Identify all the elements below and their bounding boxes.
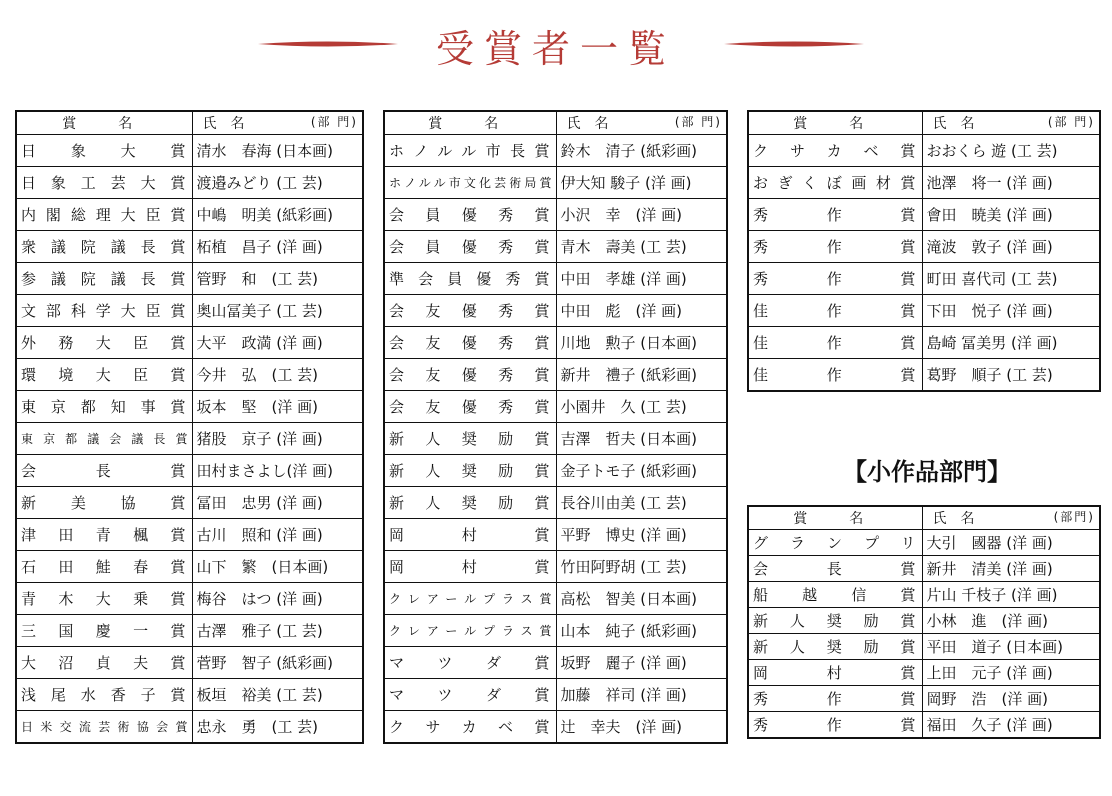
award-name: 文部科学大臣賞 — [16, 295, 192, 327]
table-row — [748, 359, 1100, 392]
award-name: 船越信賞 — [748, 582, 922, 608]
award-name: 岡 村 賞 — [384, 551, 556, 583]
title-area — [0, 14, 1112, 74]
award-name: 佳 作 賞 — [748, 295, 922, 327]
recipient-name: 山下 繁 (日本画) — [192, 551, 363, 583]
award-name: グランプリ — [748, 530, 922, 556]
award-header: 賞 名 — [16, 111, 192, 135]
table-row — [16, 679, 363, 711]
table-row — [16, 647, 363, 679]
table-row — [384, 679, 727, 711]
dept-header: (部 門) — [1047, 115, 1095, 129]
award-name: 会員優秀賞 — [384, 231, 556, 263]
table-row — [748, 660, 1100, 686]
recipient-name: 奥山冨美子 (工 芸) — [192, 295, 363, 327]
table-row — [384, 519, 727, 551]
table-row — [384, 391, 727, 423]
recipient-name: 古川 照和 (洋 画) — [192, 519, 363, 551]
awards-table-2 — [383, 110, 728, 744]
table-row — [384, 583, 727, 615]
recipient-name: 伊大知 駿子 (洋 画) — [556, 167, 727, 199]
name-header-label: 氏 名 — [932, 511, 975, 527]
award-name: 浅尾水香子賞 — [16, 679, 192, 711]
table-row — [16, 167, 363, 199]
table-row — [16, 711, 363, 744]
award-name: 秀 作 賞 — [748, 712, 922, 739]
award-name: 秀 作 賞 — [748, 686, 922, 712]
small-works-title: 【小作品部門】 — [843, 458, 1011, 486]
name-header-label: 氏 名 — [566, 116, 609, 132]
award-name: クレアールプラス賞 — [384, 583, 556, 615]
table-row — [384, 551, 727, 583]
name-header — [192, 111, 363, 135]
award-name: マ ツ ダ 賞 — [384, 679, 556, 711]
table-row — [384, 455, 727, 487]
recipient-name: 小沢 幸 (洋 画) — [556, 199, 727, 231]
recipient-name: 大引 國器 (洋 画) — [922, 530, 1100, 556]
recipient-name: 町田 喜代司 (工 芸) — [922, 263, 1100, 295]
award-name: ホノルル市長賞 — [384, 135, 556, 167]
award-name: クサカベ賞 — [748, 135, 922, 167]
recipient-name: 渡邉みどり (工 芸) — [192, 167, 363, 199]
table-row — [16, 135, 363, 167]
recipient-name: 大平 政満 (洋 画) — [192, 327, 363, 359]
name-header — [922, 111, 1100, 135]
recipient-name: 柘植 昌子 (洋 画) — [192, 231, 363, 263]
award-header: 賞 名 — [748, 506, 922, 530]
award-name: 会友優秀賞 — [384, 327, 556, 359]
table-row — [384, 711, 727, 744]
award-name: 日 象 大 賞 — [16, 135, 192, 167]
award-name: マ ツ ダ 賞 — [384, 647, 556, 679]
table-row — [384, 423, 727, 455]
table-row — [16, 519, 363, 551]
award-name: 秀 作 賞 — [748, 263, 922, 295]
table-row — [16, 231, 363, 263]
table-row — [748, 530, 1100, 556]
award-name: クサカベ賞 — [384, 711, 556, 744]
table-row — [384, 647, 727, 679]
recipient-name: 新井 禮子 (紙彩画) — [556, 359, 727, 391]
award-name: 日象工芸大賞 — [16, 167, 192, 199]
table-row — [384, 615, 727, 647]
recipient-name: 加藤 祥司 (洋 画) — [556, 679, 727, 711]
table-row — [748, 263, 1100, 295]
award-name: 参議院議長賞 — [16, 263, 192, 295]
table-row — [384, 327, 727, 359]
award-name: 新人奨励賞 — [384, 423, 556, 455]
award-name: 新人奨励賞 — [748, 634, 922, 660]
recipient-name: 岡野 浩 (洋 画) — [922, 686, 1100, 712]
award-name: 準会員優秀賞 — [384, 263, 556, 295]
recipient-name: 竹田阿野胡 (工 芸) — [556, 551, 727, 583]
table-row — [16, 487, 363, 519]
recipient-name: 青木 壽美 (工 芸) — [556, 231, 727, 263]
award-name: 三国慶一賞 — [16, 615, 192, 647]
award-name: 会 長 賞 — [748, 556, 922, 582]
award-name: 会 長 賞 — [16, 455, 192, 487]
recipient-name: 坂本 堅 (洋 画) — [192, 391, 363, 423]
award-name: ホノルル市文化芸術局賞 — [384, 167, 556, 199]
award-name: 石田鮭春賞 — [16, 551, 192, 583]
recipient-name: 管野 和 (工 芸) — [192, 263, 363, 295]
recipient-name: 金子トモ子 (紙彩画) — [556, 455, 727, 487]
award-header: 賞 名 — [748, 111, 922, 135]
award-name: 会友優秀賞 — [384, 391, 556, 423]
dept-header: (部門) — [1053, 510, 1095, 524]
table-row — [16, 327, 363, 359]
award-name: 秀 作 賞 — [748, 199, 922, 231]
recipient-name: 長谷川由美 (工 芸) — [556, 487, 727, 519]
small-works-table — [747, 505, 1101, 739]
table-row — [384, 135, 727, 167]
recipient-name: 葛野 順子 (工 芸) — [922, 359, 1100, 392]
recipient-name: 平野 博史 (洋 画) — [556, 519, 727, 551]
award-name: 佳 作 賞 — [748, 327, 922, 359]
award-name: 大沼貞夫賞 — [16, 647, 192, 679]
name-header — [556, 111, 727, 135]
recipient-name: 片山 千枝子 (洋 画) — [922, 582, 1100, 608]
recipient-name: 川地 勲子 (日本画) — [556, 327, 727, 359]
award-name: 環境大臣賞 — [16, 359, 192, 391]
recipient-name: 高松 智美 (日本画) — [556, 583, 727, 615]
recipient-name: 冨田 忠男 (洋 画) — [192, 487, 363, 519]
recipient-name: 中嶋 明美 (紙彩画) — [192, 199, 363, 231]
table-row — [384, 167, 727, 199]
name-header-label: 氏 名 — [932, 116, 975, 132]
table-row — [748, 712, 1100, 739]
table-row — [16, 615, 363, 647]
award-name: 外務大臣賞 — [16, 327, 192, 359]
title-rule-left — [258, 40, 398, 48]
recipient-name: 會田 暁美 (洋 画) — [922, 199, 1100, 231]
recipient-name: 吉澤 哲夫 (日本画) — [556, 423, 727, 455]
table-row — [16, 391, 363, 423]
award-header: 賞 名 — [384, 111, 556, 135]
recipient-name: おおくら 遊 (工 芸) — [922, 135, 1100, 167]
recipient-name: 忠永 勇 (工 芸) — [192, 711, 363, 744]
name-header-label: 氏 名 — [202, 116, 245, 132]
recipient-name: 坂野 麗子 (洋 画) — [556, 647, 727, 679]
recipient-name: 福田 久子 (洋 画) — [922, 712, 1100, 739]
table-row — [748, 608, 1100, 634]
table-row — [16, 551, 363, 583]
recipient-name: 鈴木 清子 (紙彩画) — [556, 135, 727, 167]
award-name: 東京都議会議長賞 — [16, 423, 192, 455]
recipient-name: 板垣 裕美 (工 芸) — [192, 679, 363, 711]
title-rule-right — [724, 40, 864, 48]
award-name: 新美協賞 — [16, 487, 192, 519]
award-name: 青木大乗賞 — [16, 583, 192, 615]
recipient-name: 梅谷 はつ (洋 画) — [192, 583, 363, 615]
recipient-name: 田村まさよし(洋 画) — [192, 455, 363, 487]
recipient-name: 中田 孝雄 (洋 画) — [556, 263, 727, 295]
table-row — [384, 487, 727, 519]
awards-table-3 — [747, 110, 1101, 392]
award-name: 日米交流芸術協会賞 — [16, 711, 192, 744]
award-name: おぎくぼ画材賞 — [748, 167, 922, 199]
table-row — [748, 582, 1100, 608]
table-row — [16, 423, 363, 455]
award-name: 津田青楓賞 — [16, 519, 192, 551]
recipient-name: 小園井 久 (工 芸) — [556, 391, 727, 423]
award-name: 会員優秀賞 — [384, 199, 556, 231]
dept-header: (部 門) — [310, 115, 358, 129]
recipient-name: 清水 春海 (日本画) — [192, 135, 363, 167]
table-row — [384, 359, 727, 391]
award-name: 東京都知事賞 — [16, 391, 192, 423]
table-row — [16, 263, 363, 295]
name-header — [922, 506, 1100, 530]
table-row — [748, 167, 1100, 199]
award-name: 新人奨励賞 — [748, 608, 922, 634]
award-name: 衆議院議長賞 — [16, 231, 192, 263]
recipient-name: 平田 道子 (日本画) — [922, 634, 1100, 660]
recipient-name: 小林 進 (洋 画) — [922, 608, 1100, 634]
table-row — [16, 199, 363, 231]
recipient-name: 池澤 将一 (洋 画) — [922, 167, 1100, 199]
recipient-name: 山本 純子 (紙彩画) — [556, 615, 727, 647]
recipient-name: 中田 彪 (洋 画) — [556, 295, 727, 327]
table-row — [748, 686, 1100, 712]
table-row — [16, 455, 363, 487]
recipient-name: 下田 悦子 (洋 画) — [922, 295, 1100, 327]
table-row — [748, 231, 1100, 263]
table-row — [748, 327, 1100, 359]
award-name: 秀 作 賞 — [748, 231, 922, 263]
table-row — [748, 295, 1100, 327]
table-row — [748, 199, 1100, 231]
recipient-name: 古澤 雅子 (工 芸) — [192, 615, 363, 647]
page-title: 受賞者一覧 — [435, 27, 676, 71]
recipient-name: 上田 元子 (洋 画) — [922, 660, 1100, 686]
award-name: 新人奨励賞 — [384, 487, 556, 519]
recipient-name: 島崎 冨美男 (洋 画) — [922, 327, 1100, 359]
award-name: 会友優秀賞 — [384, 359, 556, 391]
award-name: 岡 村 賞 — [384, 519, 556, 551]
table-row — [16, 583, 363, 615]
table-row — [16, 359, 363, 391]
recipient-name: 滝波 敦子 (洋 画) — [922, 231, 1100, 263]
table-row — [748, 135, 1100, 167]
dept-header: (部 門) — [674, 115, 722, 129]
award-name: 新人奨励賞 — [384, 455, 556, 487]
table-row — [16, 295, 363, 327]
recipient-name: 今井 弘 (工 芸) — [192, 359, 363, 391]
award-name: 佳 作 賞 — [748, 359, 922, 392]
table-row — [384, 295, 727, 327]
recipient-name: 菅野 智子 (紙彩画) — [192, 647, 363, 679]
table-row — [384, 263, 727, 295]
recipient-name: 新井 清美 (洋 画) — [922, 556, 1100, 582]
award-name: 会友優秀賞 — [384, 295, 556, 327]
award-name: 内閣総理大臣賞 — [16, 199, 192, 231]
table-row — [748, 634, 1100, 660]
table-row — [748, 556, 1100, 582]
recipient-name: 辻 幸夫 (洋 画) — [556, 711, 727, 744]
table-row — [384, 199, 727, 231]
award-name: 岡 村 賞 — [748, 660, 922, 686]
awards-table-1 — [15, 110, 364, 744]
award-name: クレアールプラス賞 — [384, 615, 556, 647]
recipient-name: 猪股 京子 (洋 画) — [192, 423, 363, 455]
table-row — [384, 231, 727, 263]
